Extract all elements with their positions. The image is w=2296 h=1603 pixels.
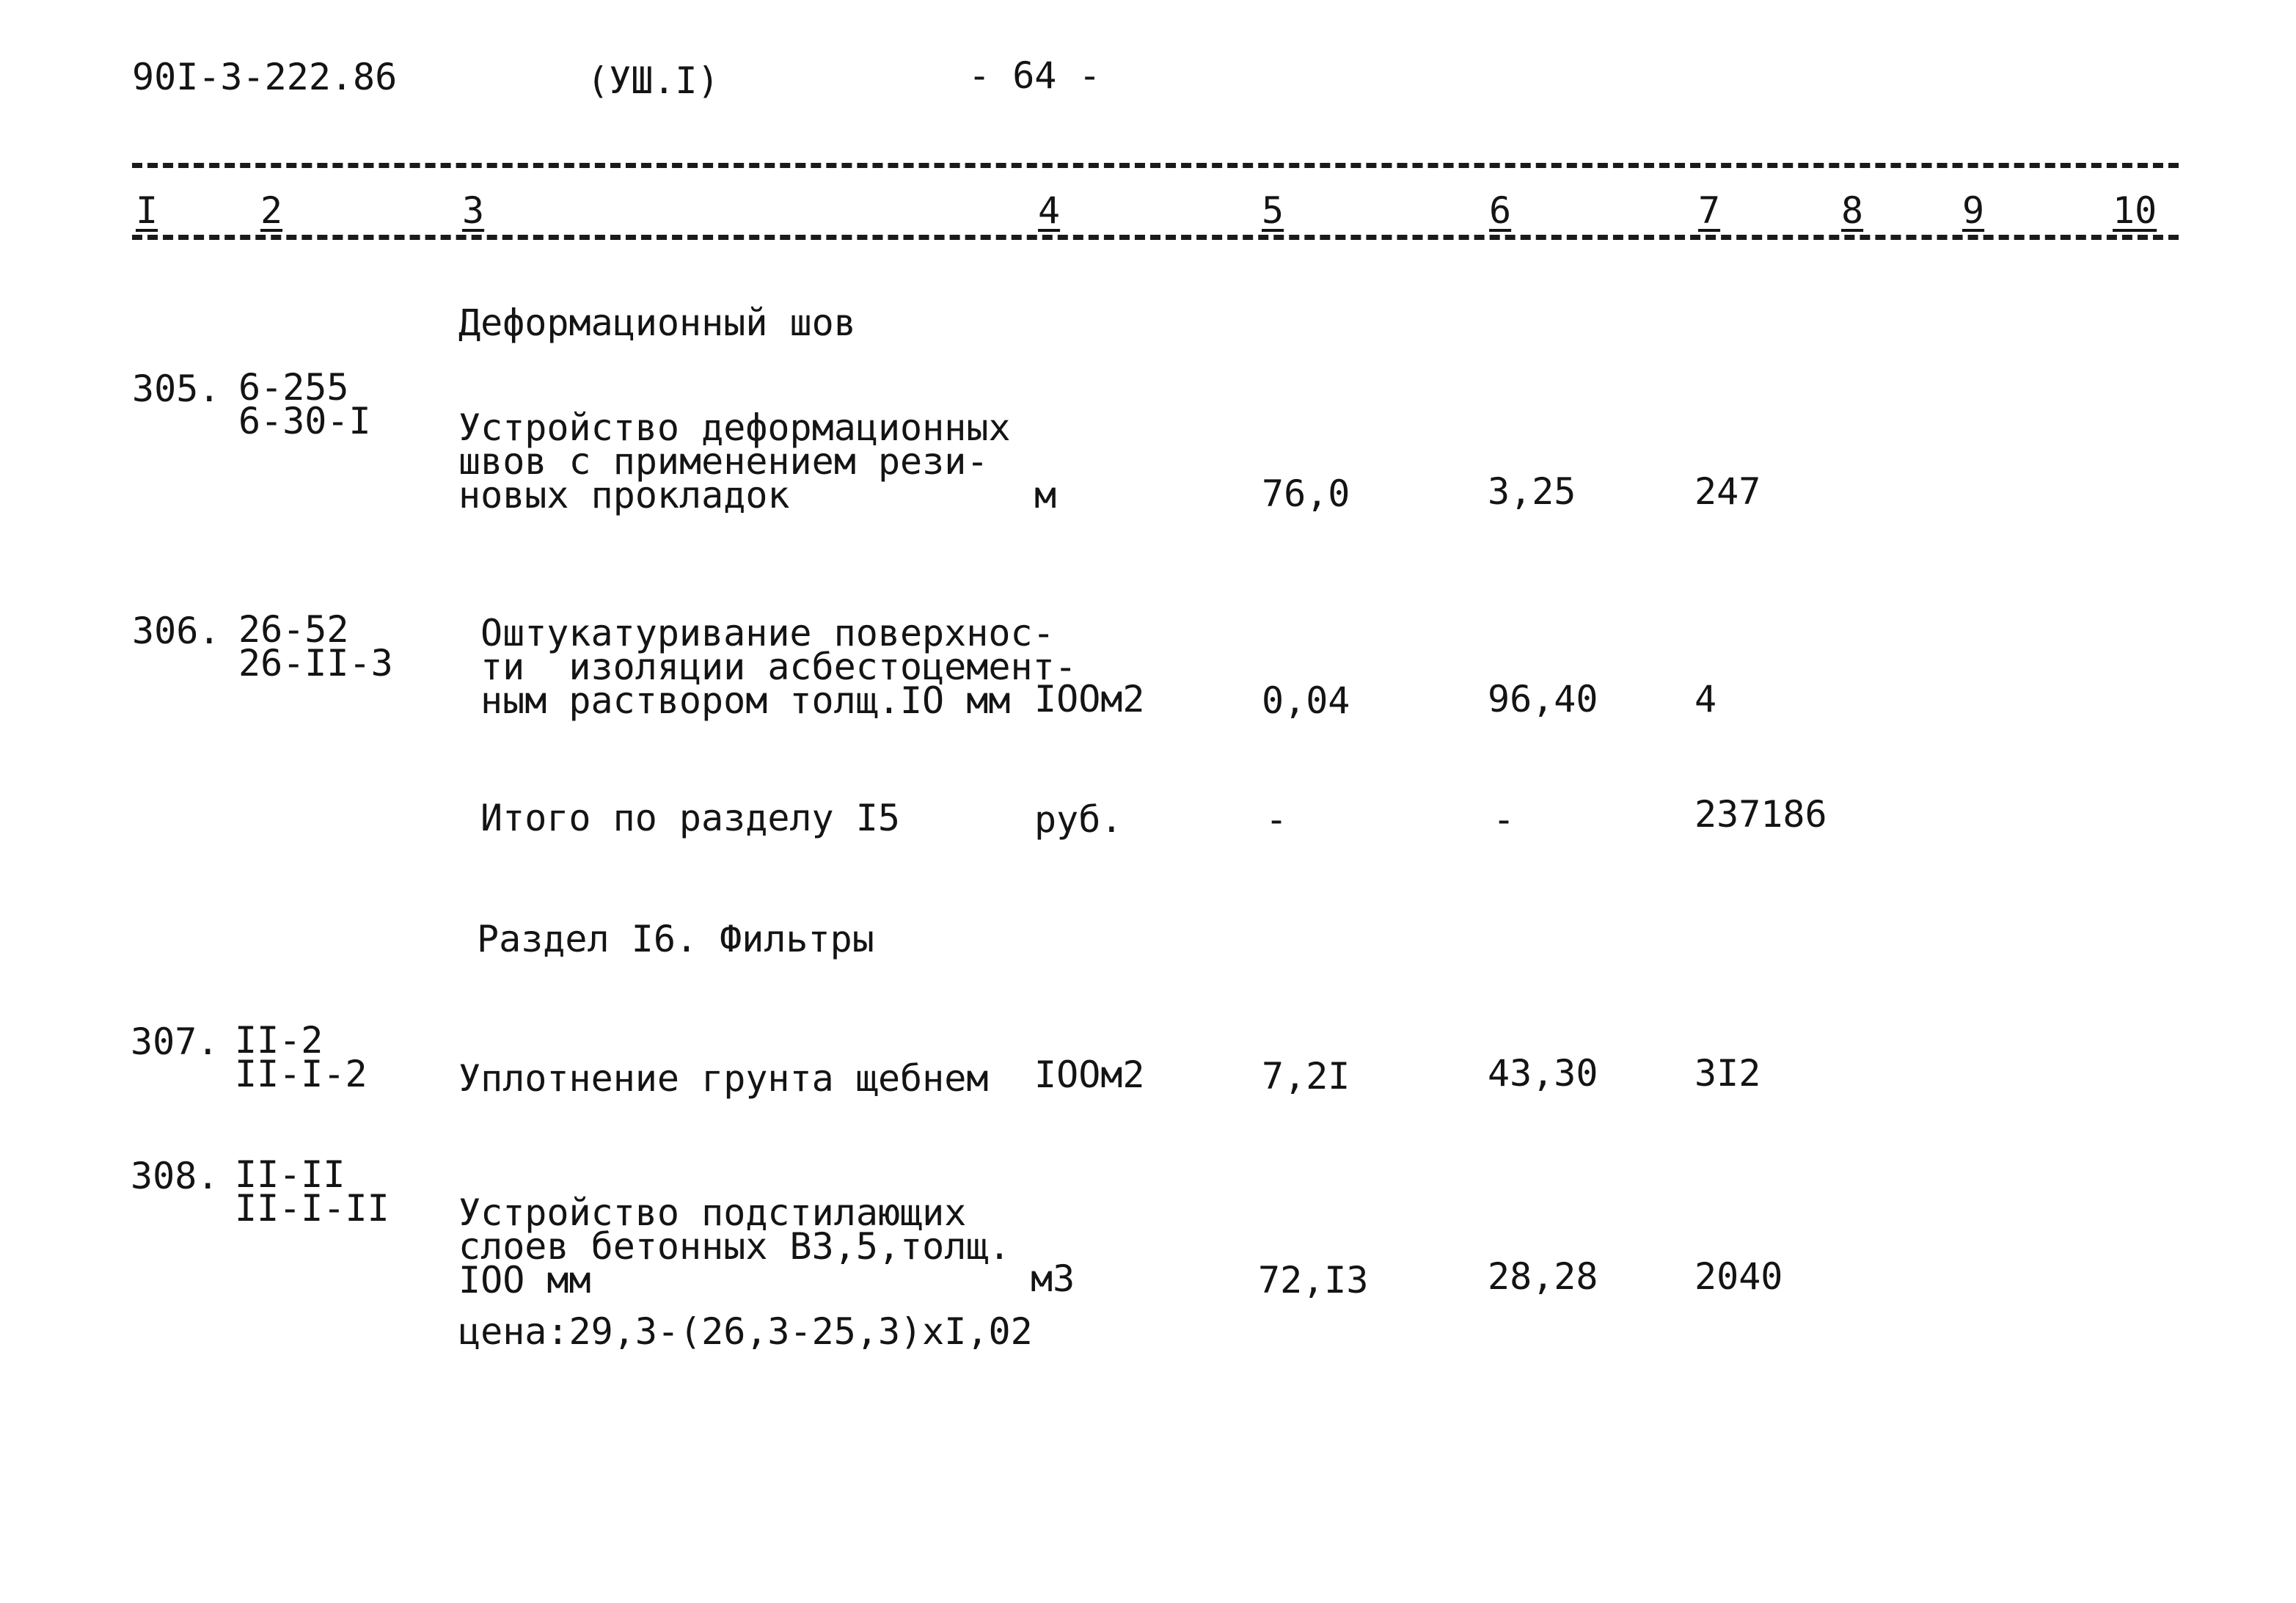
row-code: II-2 II-I-2 bbox=[235, 1019, 368, 1095]
total-unit: руб. bbox=[1034, 798, 1123, 841]
total-price: - bbox=[1493, 798, 1516, 841]
row-unit: м3 bbox=[1031, 1257, 1075, 1300]
row-number: 305. bbox=[132, 368, 221, 410]
section-heading: Деформационный шов bbox=[458, 302, 856, 344]
row-unit: IOOм2 bbox=[1034, 678, 1145, 720]
row-quantity: 0,04 bbox=[1262, 679, 1350, 722]
row-description: Устройство подстилающих слоев бетонных В3,5,толщ. IOO мм bbox=[458, 1191, 1011, 1301]
row-price: 3,25 bbox=[1488, 470, 1576, 513]
header-dashed-rule-bottom bbox=[132, 235, 2179, 240]
row-code: 26-52 26-II-3 bbox=[238, 608, 393, 684]
column-number-2: 2 bbox=[260, 189, 283, 232]
column-number-5: 5 bbox=[1262, 189, 1284, 232]
column-number-6: 6 bbox=[1489, 189, 1512, 232]
album-reference: (УШ.I) bbox=[587, 59, 720, 102]
column-number-7: 7 bbox=[1698, 189, 1721, 232]
page-number: - 64 - bbox=[968, 54, 1101, 97]
total-cost: 237186 bbox=[1694, 793, 1827, 836]
row-quantity: 72,I3 bbox=[1258, 1259, 1369, 1301]
total-label: Итого по разделу I5 bbox=[480, 797, 900, 839]
column-number-8: 8 bbox=[1841, 189, 1864, 232]
row-number: 308. bbox=[131, 1155, 219, 1197]
row-price-note: цена:29,3-(26,3-25,3)хI,02 bbox=[458, 1310, 1033, 1353]
row-unit: IOOм2 bbox=[1034, 1054, 1145, 1096]
header-dashed-rule-top bbox=[132, 163, 2179, 168]
row-price: 96,40 bbox=[1488, 678, 1598, 720]
column-number-1: I bbox=[136, 189, 158, 232]
document-code: 90I-3-222.86 bbox=[132, 56, 398, 98]
row-description: Оштукатуривание поверхнос- ти изоляции асбестоцемент- ным раствором толщ.IO мм bbox=[480, 612, 1077, 722]
row-unit: м bbox=[1034, 474, 1057, 516]
total-quantity: - bbox=[1265, 798, 1288, 841]
column-number-3: 3 bbox=[462, 189, 485, 232]
row-quantity: 7,2I bbox=[1262, 1055, 1350, 1098]
row-cost: 247 bbox=[1694, 470, 1761, 513]
row-cost: 2040 bbox=[1694, 1255, 1783, 1298]
row-cost: 3I2 bbox=[1694, 1052, 1761, 1095]
row-description: Устройство деформационных швов с применением рези- новых прокладок bbox=[458, 406, 1011, 516]
column-number-10: 10 bbox=[2113, 189, 2157, 232]
row-code: II-II II-I-II bbox=[235, 1153, 390, 1230]
row-price: 43,30 bbox=[1488, 1052, 1598, 1095]
row-number: 307. bbox=[131, 1020, 219, 1063]
column-number-9: 9 bbox=[1962, 189, 1985, 232]
row-cost: 4 bbox=[1694, 678, 1717, 720]
row-description: Уплотнение грунта щебнем bbox=[458, 1057, 989, 1100]
column-number-4: 4 bbox=[1038, 189, 1061, 232]
row-code: 6-255 6-30-I bbox=[238, 366, 371, 442]
row-price: 28,28 bbox=[1488, 1255, 1598, 1298]
row-number: 306. bbox=[132, 610, 221, 652]
section-heading: Раздел I6. Фильтры bbox=[477, 918, 874, 960]
row-quantity: 76,0 bbox=[1262, 472, 1350, 515]
